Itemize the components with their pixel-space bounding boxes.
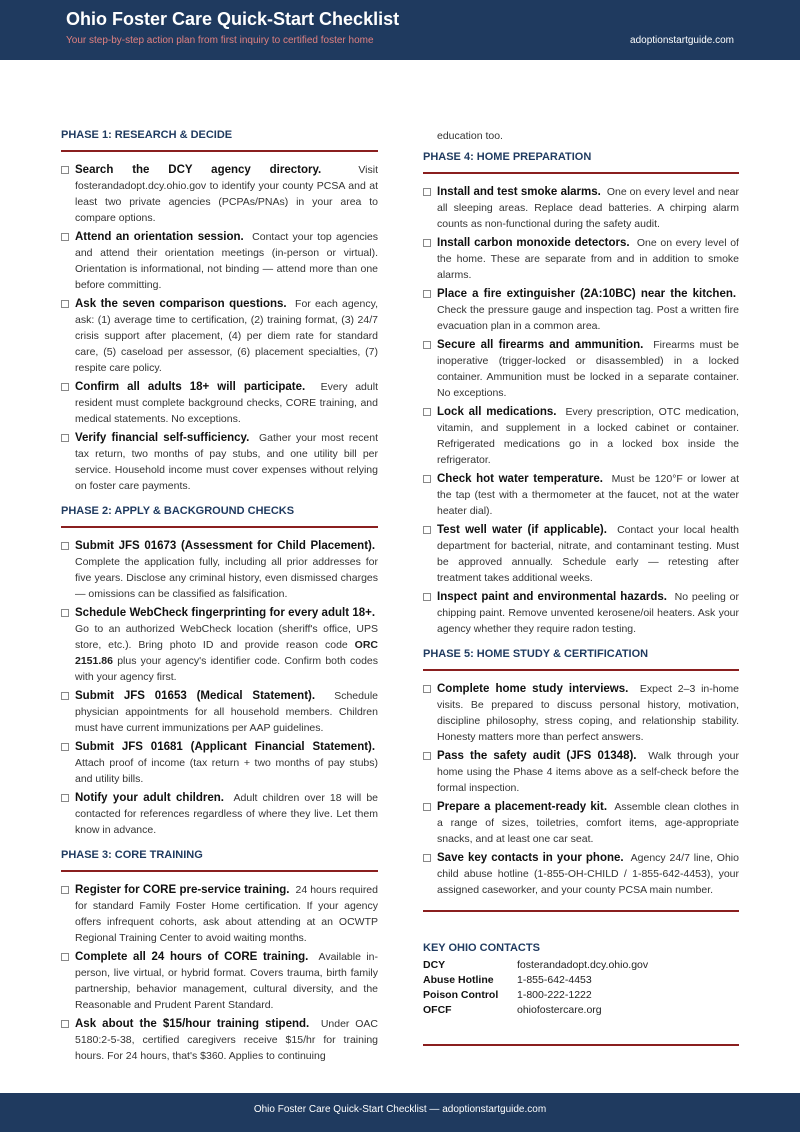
checklist-item[interactable] [61, 605, 378, 685]
item-title: Ask about the $15/hour training stipend. [75, 1018, 310, 1030]
checkbox[interactable] [61, 542, 69, 550]
item-body: Available in-person, live virtual, or hybrid format. Covers trauma, birth family partnership, behavior management, cultural diversity, and the Reasonable and Prudent Parent Standard. [75, 951, 378, 1011]
item-body: For each agency, ask: (1) average time to certification, (2) training format, (3) 24/7 crisis support after placement, (4) per diem rate for standard care, (5) caseload per assessor, (6) placement specialties, (7) respite care policy. [75, 298, 378, 374]
checkbox[interactable] [423, 341, 431, 349]
checkbox[interactable] [423, 408, 431, 416]
phase-divider [423, 669, 739, 671]
item-body: Check the pressure gauge and inspection tag. Post a written fire evacuation plan in a common area. [437, 304, 739, 332]
contact-row [423, 988, 739, 1003]
phase-title: PHASE 4: HOME PREPARATION [423, 151, 592, 163]
item-title: Submit JFS 01673 (Assessment for Child Placement). [75, 540, 376, 552]
item-title: Place a fire extinguisher (2A:10BC) near the kitchen. [437, 288, 737, 300]
checkbox[interactable] [61, 1020, 69, 1028]
item-body: Visit fosterandadopt.dcy.ohio.gov to identify your county PCSA and at least two private agencies (PCPAs/PNAs) in your area to compare options. [75, 164, 378, 224]
checkbox[interactable] [61, 383, 69, 391]
checkbox[interactable] [423, 752, 431, 760]
checklist-item[interactable] [423, 850, 739, 898]
checkbox[interactable] [423, 685, 431, 693]
contact-label: Poison Control [423, 989, 499, 1001]
checklist-item[interactable] [423, 235, 739, 283]
checklist-item[interactable] [423, 471, 739, 519]
checklist-item[interactable] [423, 286, 739, 334]
item-body: Walk through your home using the Phase 4 items above as a self-check before the formal inspection. [437, 750, 739, 794]
checklist-item[interactable] [423, 522, 739, 586]
checklist-item[interactable] [61, 538, 378, 602]
phase-title: PHASE 1: RESEARCH & DECIDE [61, 129, 233, 141]
site-link[interactable]: adoptionstartguide.com [630, 35, 734, 46]
checkbox[interactable] [61, 300, 69, 308]
contact-label: DCY [423, 959, 446, 971]
item-title: Install and test smoke alarms. [437, 186, 601, 198]
checklist-item[interactable] [61, 688, 378, 736]
checkbox[interactable] [423, 290, 431, 298]
checklist-item[interactable] [61, 949, 378, 1013]
item-title: Confirm all adults 18+ will participate. [75, 381, 306, 393]
item-body: Expect 2–3 in-home visits. Be prepared to discuss personal history, motivation, discipline philosophy, stress coping, and relationship stability. Honesty matters more than perfect answers. [437, 683, 740, 743]
item-body: Contact your local health department for bacterial, nitrate, and contaminant testing. Must be approved annually. Schedule early — retesting after treatment takes additional weeks. [437, 524, 739, 584]
item-title: Attend an orientation session. [75, 231, 244, 243]
item-body: Under OAC 5180:2-5-38, certified caregivers receive $15/hr for training hours. For 24 hours, that's $360. Applies to continuing [75, 1018, 378, 1062]
checkbox[interactable] [423, 239, 431, 247]
item-body: One on every level and near all sleeping areas. Replace dead batteries. A chirping alarm counts as non-functional during the safety audit. [437, 186, 740, 230]
phase-4 [423, 150, 739, 637]
footer-text: Ohio Foster Care Quick-Start Checklist — adoptionstartguide.com [253, 1104, 547, 1115]
checklist-item[interactable] [423, 799, 739, 847]
page-footer [0, 1093, 800, 1132]
checklist-item[interactable] [61, 296, 378, 376]
reason-code: ORC 2151.86 [75, 639, 378, 667]
checklist-item[interactable] [61, 790, 378, 838]
item-body: Must be 120°F or lower at the tap (test with a thermometer at the faucet, not at the water heater dial). [437, 473, 740, 517]
phase-3 [61, 848, 378, 1064]
checklist-item[interactable] [61, 882, 378, 946]
phase-divider [61, 870, 378, 872]
contacts-title: KEY OHIO CONTACTS [423, 942, 540, 954]
checklist-item[interactable] [423, 589, 739, 637]
page-subtitle: Your step-by-step action plan from first inquiry to certified foster home [66, 35, 374, 46]
item-body: Firearms must be inoperative (trigger-locked or disassembled) in a locked container. Ammunition must be locked in a separate container. No exceptions. [437, 339, 739, 399]
checkbox[interactable] [61, 434, 69, 442]
phase-divider [61, 526, 378, 528]
item-body: Schedule physician appointments for all household members. Children must have current immunizations per AAP guidelines. [75, 690, 378, 734]
checklist-item[interactable] [61, 739, 378, 787]
contact-value[interactable]: fosterandadopt.dcy.ohio.gov [517, 959, 649, 971]
page-header [0, 0, 800, 60]
item-title: Save key contacts in your phone. [437, 852, 624, 864]
phase-divider [423, 172, 739, 174]
item-body: Complete the application fully, including all prior addresses for five years. Disclose any criminal history, even dismissed charges — omissions can be classified as falsification. [75, 556, 378, 600]
item-title: Prepare a placement-ready kit. [437, 801, 608, 813]
phase-2 [61, 504, 378, 838]
contact-row [423, 973, 739, 988]
item-body: Gather your most recent tax return, two months of pay stubs, and one utility bill per service. Household income must cover expenses without relying on foster care payments. [75, 432, 378, 492]
checklist-item[interactable] [61, 379, 378, 427]
contact-label: OFCF [423, 1004, 452, 1016]
checkbox[interactable] [423, 475, 431, 483]
checklist-item[interactable] [61, 162, 378, 226]
item-title: Register for CORE pre-service training. [75, 884, 290, 896]
checklist-item[interactable] [423, 748, 739, 796]
checkbox[interactable] [423, 188, 431, 196]
item-body: Agency 24/7 line, Ohio child abuse hotline (1-855-OH-CHILD / 1-855-642-4453), your assigned caseworker, and your county PCSA main number. [437, 852, 739, 896]
item-title: Install carbon monoxide detectors. [437, 237, 630, 249]
phase-title: PHASE 5: HOME STUDY & CERTIFICATION [423, 648, 649, 660]
item-title: Verify financial self-sufficiency. [75, 432, 250, 444]
checkbox[interactable] [61, 609, 69, 617]
contact-row [423, 958, 739, 973]
checklist-item[interactable] [423, 337, 739, 401]
phase-5 [423, 647, 739, 898]
checkbox[interactable] [423, 803, 431, 811]
item-body-continued: plus your agency's identifier code. Confirm both codes with your agency first. [75, 655, 379, 683]
item-title: Ask the seven comparison questions. [75, 298, 287, 310]
checkbox[interactable] [61, 953, 69, 961]
left-column [61, 125, 378, 1074]
checklist-item[interactable] [423, 681, 739, 745]
checklist-item[interactable] [423, 184, 739, 232]
item-title: Search the DCY agency directory. [75, 164, 322, 176]
item-title: Complete all 24 hours of CORE training. [75, 951, 309, 963]
checkbox[interactable] [423, 593, 431, 601]
checkbox[interactable] [61, 886, 69, 894]
checklist-item[interactable] [61, 430, 378, 494]
contacts-end-divider [423, 1044, 739, 1046]
item-title: Notify your adult children. [75, 792, 224, 804]
checkbox[interactable] [61, 233, 69, 241]
item-title: Submit JFS 01653 (Medical Statement). [75, 690, 316, 702]
phase-title: PHASE 2: APPLY & BACKGROUND CHECKS [61, 505, 295, 517]
checkbox[interactable] [61, 692, 69, 700]
checkbox[interactable] [61, 743, 69, 751]
checkbox[interactable] [423, 854, 431, 862]
checkbox[interactable] [423, 526, 431, 534]
item-body: Go to an authorized WebCheck location (sheriff's office, UPS store, etc.). Bring photo ID and provide reason code [75, 623, 378, 651]
item-body: Assemble clean clothes in a range of sizes, toiletries, comfort items, age-appropriate snacks, and at least one car seat. [437, 801, 739, 845]
item-body: Adult children over 18 will be contacted for references regardless of where they live. Let them know in advance. [75, 792, 378, 836]
phase-divider [61, 150, 378, 152]
item-body: Every prescription, OTC medication, vitamin, and supplement in a locked cabinet or container. Refrigerated medications go in a locked box inside the refrigerator. [437, 406, 739, 466]
checkbox[interactable] [61, 794, 69, 802]
contact-value[interactable]: 1-855-642-4453 [517, 974, 592, 986]
item-title: Schedule WebCheck fingerprinting for every adult 18+. [75, 607, 376, 619]
continued-text: education too. [437, 130, 503, 142]
item-title: Complete home study interviews. [437, 683, 629, 695]
key-contacts [423, 940, 739, 1018]
contact-value[interactable]: ohiofostercare.org [517, 1004, 602, 1016]
item-title: Test well water (if applicable). [437, 524, 607, 536]
item-body: One on every level of the home. These are separate from and in addition to smoke alarms. [437, 237, 739, 281]
item-body: Attach proof of income (tax return + two months of pay stubs) and utility bills. [75, 757, 378, 785]
checklist-item[interactable] [61, 1016, 378, 1064]
item-title: Check hot water temperature. [437, 473, 603, 485]
item-title: Secure all firearms and ammunition. [437, 339, 644, 351]
contacts-divider [423, 910, 739, 912]
item-body: Contact your top agencies and attend their orientation meetings (in-person or virtual). Orientation is informational, not binding — attend more than one before committing. [75, 231, 378, 291]
phase-1 [61, 128, 378, 494]
item-title: Inspect paint and environmental hazards. [437, 591, 667, 603]
item-title: Pass the safety audit (JFS 01348). [437, 750, 637, 762]
item-title: Lock all medications. [437, 406, 557, 418]
contact-value[interactable]: 1-800-222-1222 [517, 989, 592, 1001]
right-column [423, 128, 739, 1046]
item-body: 24 hours required for standard Family Foster Home certification. If your agency offers infrequent cohorts, ask about attending at an OCWTP Regional Training Center to avoid waiting months. [75, 884, 378, 944]
checklist-item[interactable] [423, 404, 739, 468]
item-body: No peeling or chipping paint. Remove unvented kerosene/oil heaters. Ask your agency whether they require radon testing. [437, 591, 739, 635]
checkbox[interactable] [61, 166, 69, 174]
phase-title: PHASE 3: CORE TRAINING [61, 849, 203, 861]
page-title: Ohio Foster Care Quick-Start Checklist [66, 9, 400, 29]
contact-label: Abuse Hotline [423, 974, 494, 986]
checklist-item[interactable] [61, 229, 378, 293]
item-title: Submit JFS 01681 (Applicant Financial Statement). [75, 741, 376, 753]
contact-row [423, 1003, 739, 1018]
item-body: Every adult resident must complete background checks, CORE training, and medical statements. No exceptions. [75, 381, 378, 425]
